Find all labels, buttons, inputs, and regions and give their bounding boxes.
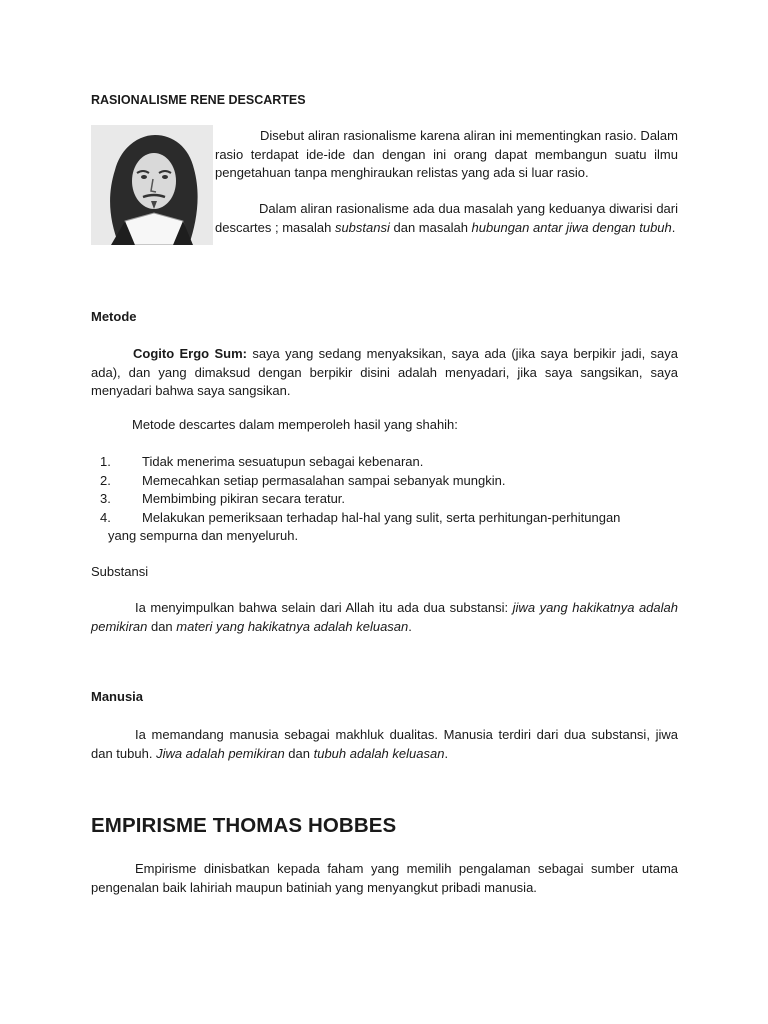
- descartes-portrait-drawing: [91, 125, 213, 245]
- rasionalisme-paragraph-2: Dalam aliran rasionalisme ada dua masalah yang keduanya diwarisi dari descartes ; masalah substansi dan masalah hubungan antar jiwa dengan tubuh.: [215, 201, 678, 235]
- manusia-paragraph: Ia memandang manusia sebagai makhluk dualitas. Manusia terdiri dari dua substansi, jiwa dan tubuh. Jiwa adalah pemikiran dan tubuh adalah keluasan.: [91, 727, 678, 761]
- rasionalisme-paragraph-1: Disebut aliran rasionalisme karena aliran ini mementingkan rasio. Dalam rasio terdapat ide-ide dan dengan ini orang dapat membangun suatu ilmu pengetahuan tanpa menghiraukan relistas yang ada si luar rasio.: [215, 128, 678, 180]
- section-heading-metode: Metode: [91, 309, 137, 324]
- list-item: 3. Membimbing pikiran secara teratur.: [100, 491, 346, 506]
- list-item-continuation: yang sempurna dan menyeluruh.: [108, 528, 299, 543]
- substansi-paragraph: Ia menyimpulkan bahwa selain dari Allah itu ada dua substansi: jiwa yang hakikatnya adalah pemikiran dan materi yang hakikatnya adalah keluasan.: [91, 600, 678, 634]
- list-item: 2. Memecahkan setiap permasalahan sampai sebanyak mungkin.: [100, 473, 506, 488]
- section-heading-empirisme: EMPIRISME THOMAS HOBBES: [91, 814, 397, 837]
- cogito-paragraph: Cogito Ergo Sum: saya yang sedang menyaksikan, saya ada (jika saya berpikir jadi, saya ada), dan yang dimaksud dengan berpikir disini adalah menyadari, jika saya sangsikan, saya menyadari bahwa saya sangsikan.: [91, 346, 678, 398]
- empirisme-paragraph: Empirisme dinisbatkan kepada faham yang memilih pengalaman sebagai sumber utama pengenalan baik lahiriah maupun batiniah yang menyangkut pribadi manusia.: [91, 861, 678, 895]
- section-heading-rasionalisme: RASIONALISME RENE DESCARTES: [91, 93, 306, 107]
- metode-intro: Metode descartes dalam memperoleh hasil yang shahih:: [132, 417, 458, 432]
- list-item: 1. Tidak menerima sesuatupun sebagai kebenaran.: [100, 454, 424, 469]
- descartes-portrait: [91, 125, 213, 245]
- list-item: 4. Melakukan pemeriksaan terhadap hal-hal yang sulit, serta perhitungan-perhitungan: [100, 510, 621, 525]
- section-heading-manusia: Manusia: [91, 689, 144, 704]
- section-heading-substansi: Substansi: [91, 564, 149, 579]
